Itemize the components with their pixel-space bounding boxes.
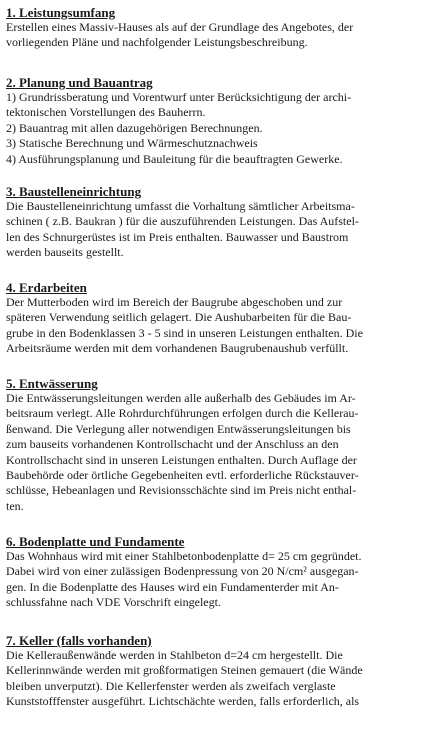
- text-line: 3) Statische Berechnung und Wärmeschutznachweis: [6, 136, 258, 151]
- section-heading: 7. Keller (falls vorhanden): [6, 633, 152, 648]
- section-heading: 1. Leistungsumfang: [6, 5, 116, 20]
- text-line: tektonischen Vorstellungen des Bauherrn.: [6, 105, 206, 120]
- text-line: Die Kelleraußenwände werden in Stahlbeton d=24 cm hergestellt. Die: [6, 648, 343, 662]
- text-line: schlüsse, Hebeanlagen und Revisionsschächte sind im Preis nicht enthal-: [6, 483, 357, 498]
- section-heading: 4. Erdarbeiten: [6, 280, 87, 295]
- section-heading: 3. Baustelleneinrichtung: [6, 184, 142, 199]
- text-line: schinen ( z.B. Baukran ) für die auszuführenden Leistungen. Das Aufstel-: [6, 214, 359, 229]
- text-line: schlussfahne nach VDE Vorschrift eingelegt.: [6, 595, 221, 610]
- section-heading: 5. Entwässerung: [6, 376, 98, 391]
- text-line: Die Entwässerungsleitungen werden alle außerhalb des Gebäudes im Ar-: [6, 391, 356, 405]
- text-line: grube in den Bodenklassen 3 - 5 sind in unseren Leistungen enthalten. Die: [6, 325, 363, 340]
- text-line: werden bauseits gestellt.: [6, 245, 124, 260]
- text-line: Der Mutterboden wird im Bereich der Baugrube abgeschoben und zur: [6, 295, 343, 309]
- section-bodenplatte-und-fundamente: [6, 535, 422, 611]
- text-line: späteren Verwendung seitlich gelagert. Die Aushubarbeiten für die Bau-: [6, 310, 352, 325]
- section-heading: 2. Planung und Bauantrag: [6, 75, 153, 90]
- text-line: Das Wohnhaus wird mit einer Stahlbetonbodenplatte d= 25 cm gegründet.: [6, 549, 362, 563]
- text-line: Dabei wird von einer zulässigen Bodenpressung von 20 N/cm² ausgegan-: [6, 564, 359, 579]
- section-erdarbeiten: [6, 281, 422, 357]
- text-line: beitsraum verlegt. Alle Rohrdurchführungen erfolgen durch die Kellerau-: [6, 406, 359, 421]
- text-line: Kellerinnwände werden mit großformatigen Steinen gemauert (die Wände: [6, 663, 363, 678]
- text-line: bleiben unverputzt). Die Kellerfenster werden als zweifach verglaste: [6, 678, 336, 693]
- section-heading: 6. Bodenplatte und Fundamente: [6, 534, 185, 549]
- text-line: Erstellen eines Massiv-Hauses als auf der Grundlage des Angebotes, der: [6, 20, 354, 34]
- section-planung-und-bauantrag: [6, 76, 422, 167]
- text-line: Kunststofffenster ausgeführt. Lichtschächte werden, falls erforderlich, als: [6, 694, 360, 709]
- text-line: ten.: [6, 498, 24, 513]
- text-line: 1) Grundrissberatung und Vorentwurf unter Berücksichtigung der archi-: [6, 90, 352, 104]
- text-line: len des Schnurgerüstes ist im Preis enthalten. Bauwasser und Baustrom: [6, 229, 349, 244]
- text-line: Kontrollschacht sind in unseren Leistungen enthalten. Durch Auflage der: [6, 452, 357, 467]
- text-line: Baubehörde oder örtliche Gegebenheiten evtl. erforderliche Rückstauver-: [6, 467, 359, 482]
- text-line: Arbeitsräume werden mit dem vorhandenen Baugrubenaushub verfüllt.: [6, 341, 349, 356]
- section-leistungsumfang: [6, 6, 422, 51]
- text-line: vorliegenden Pläne und nachfolgender Leistungsbeschreibung.: [6, 35, 308, 50]
- section-entwaesserung: [6, 377, 422, 514]
- section-baustelleneinrichtung: [6, 185, 422, 261]
- text-line: ßenwand. Die Verlegung aller notwendigen Entwässerungsleitungen bis: [6, 421, 351, 436]
- text-line: gen. In die Bodenplatte des Hauses wird ein Fundamenterder mit An-: [6, 579, 339, 594]
- section-keller: [6, 634, 422, 710]
- text-line: 4) Ausführungsplanung und Bauleitung für die beauftragten Gewerke.: [6, 151, 343, 166]
- text-line: 2) Bauantrag mit allen dazugehörigen Berechnungen.: [6, 120, 263, 135]
- text-line: Die Baustelleneinrichtung umfasst die Vorhaltung sämtlicher Arbeitsma-: [6, 199, 355, 213]
- text-line: zum bauseits vorhandenen Kontrollschacht und der Anschluss an den: [6, 437, 339, 452]
